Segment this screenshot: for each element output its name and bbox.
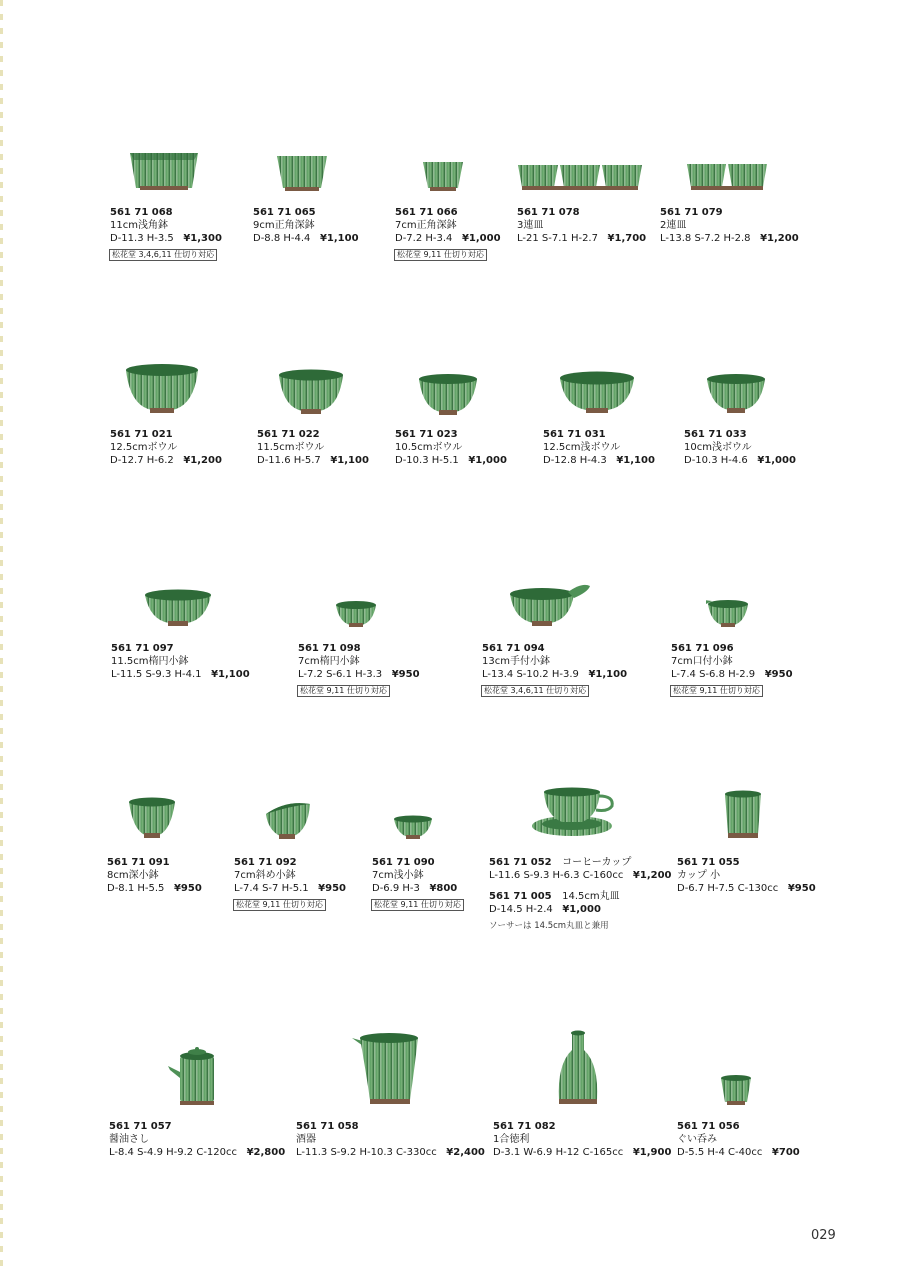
product-spec: L-8.4 S-4.9 H-9.2 C-120cc ¥2,800: [109, 1147, 286, 1158]
partition-tag: 松花堂 9,11 仕切り対応: [394, 249, 487, 261]
product-name: 11.5cm楕円小鉢: [111, 656, 189, 667]
product-spec: L-11.6 S-9.3 H-6.3 C-160cc ¥1,200: [489, 870, 672, 881]
product-spec: D-10.3 H-4.6 ¥1,000: [684, 455, 796, 466]
product-code: 561 71 096: [671, 643, 734, 654]
product-name: 8cm深小鉢: [107, 870, 159, 881]
spouted-bowl-icon: [706, 598, 752, 630]
product-spec: D-7.2 H-3.4 ¥1,000: [395, 233, 501, 244]
product-code: 561 71 065: [253, 207, 316, 218]
slanted-bowl-icon: [264, 800, 312, 842]
product-name: 7cm口付小鉢: [671, 656, 733, 667]
bowl-icon: [417, 373, 479, 416]
product-code: 561 71 052 コーヒーカップ: [489, 857, 632, 868]
product-code: 561 71 078: [517, 207, 580, 218]
product-code: 561 71 094: [482, 643, 545, 654]
partition-tag: 松花堂 3,4,6,11 仕切り対応: [109, 249, 217, 261]
small-shallow-bowl-icon: [392, 814, 434, 842]
product-name: 7cm楕円小鉢: [298, 656, 360, 667]
product-spec: L-21 S-7.1 H-2.7 ¥1,700: [517, 233, 647, 244]
product-code: 561 71 082: [493, 1121, 556, 1132]
product-spec: D-3.1 W-6.9 H-12 C-165cc ¥1,900: [493, 1147, 672, 1158]
product-spec: D-11.3 H-3.5 ¥1,300: [110, 233, 222, 244]
product-name: カップ 小: [677, 870, 721, 881]
product-code: 561 71 090: [372, 857, 435, 868]
product-code: 561 71 092: [234, 857, 297, 868]
product-spec: L-11.3 S-9.2 H-10.3 C-330cc ¥2,400: [296, 1147, 485, 1158]
product-spec: D-12.8 H-4.3 ¥1,100: [543, 455, 655, 466]
small-square-bowl-icon: [421, 160, 465, 192]
product-name: 9cm正角深鉢: [253, 220, 315, 231]
sake-cup-icon: [719, 1074, 753, 1108]
product-spec: L-13.8 S-7.2 H-2.8 ¥1,200: [660, 233, 799, 244]
product-spec: D-14.5 H-2.4 ¥1,000: [489, 904, 601, 915]
product-spec: D-6.9 H-3 ¥800: [372, 883, 458, 894]
saucer-note: ソーサーは 14.5cm丸皿と兼用: [489, 921, 609, 931]
product-spec: L-7.4 S-6.8 H-2.9 ¥950: [671, 669, 793, 680]
product-code: 561 71 098: [298, 643, 361, 654]
product-name: 12.5cmボウル: [110, 442, 178, 453]
handled-bowl-icon: [508, 582, 592, 630]
product-name: 3連皿: [517, 220, 544, 231]
square-deep-bowl-icon: [275, 154, 329, 192]
partition-tag: 松花堂 9,11 仕切り対応: [233, 899, 326, 911]
product-code: 561 71 005 14.5cm丸皿: [489, 891, 620, 902]
product-name: 7cm正角深鉢: [395, 220, 457, 231]
page-number: 029: [811, 1228, 836, 1243]
product-name: 12.5cm浅ボウル: [543, 442, 621, 453]
product-name: 7cm浅小鉢: [372, 870, 424, 881]
small-cup-icon: [723, 790, 763, 842]
square-shallow-bowl-icon: [128, 150, 200, 192]
product-spec: D-11.6 H-5.7 ¥1,100: [257, 455, 369, 466]
partition-tag: 松花堂 9,11 仕切り対応: [670, 685, 763, 697]
product-spec: D-12.7 H-6.2 ¥1,200: [110, 455, 222, 466]
double-dish-icon: [685, 162, 769, 193]
product-code: 561 71 079: [660, 207, 723, 218]
shallow-bowl-icon: [558, 370, 636, 416]
product-name: 10.5cmボウル: [395, 442, 463, 453]
product-spec: D-8.8 H-4.4 ¥1,100: [253, 233, 359, 244]
product-code: 561 71 033: [684, 429, 747, 440]
product-name: 醤油さし: [109, 1134, 149, 1145]
partition-tag: 松花堂 3,4,6,11 仕切り対応: [481, 685, 589, 697]
product-name: 1合徳利: [493, 1134, 530, 1145]
partition-tag: 松花堂 9,11 仕切り対応: [297, 685, 390, 697]
shallow-bowl-icon: [705, 373, 767, 416]
product-code: 561 71 055: [677, 857, 740, 868]
product-code: 561 71 021: [110, 429, 173, 440]
product-code: 561 71 023: [395, 429, 458, 440]
product-spec: L-7.4 S-7 H-5.1 ¥950: [234, 883, 347, 894]
product-code: 561 71 091: [107, 857, 170, 868]
product-code: 561 71 066: [395, 207, 458, 218]
product-name: 7cm斜め小鉢: [234, 870, 296, 881]
product-name: 11.5cmボウル: [257, 442, 325, 453]
product-code: 561 71 068: [110, 207, 173, 218]
product-code: 561 71 056: [677, 1121, 740, 1132]
product-spec: L-11.5 S-9.3 H-4.1 ¥1,100: [111, 669, 250, 680]
deep-bowl-icon: [127, 796, 177, 842]
product-spec: D-10.3 H-5.1 ¥1,000: [395, 455, 507, 466]
product-spec: D-5.5 H-4 C-40cc ¥700: [677, 1147, 800, 1158]
bowl-icon: [124, 362, 200, 416]
product-code: 561 71 057: [109, 1121, 172, 1132]
product-name: 酒器: [296, 1134, 316, 1145]
product-name: 13cm手付小鉢: [482, 656, 550, 667]
page-edge-decoration: [0, 0, 3, 1272]
coffee-cup-icon: [530, 786, 618, 842]
product-name: 2連皿: [660, 220, 687, 231]
small-oval-bowl-icon: [334, 600, 378, 630]
product-code: 561 71 022: [257, 429, 320, 440]
triple-dish-icon: [516, 163, 644, 193]
product-code: 561 71 058: [296, 1121, 359, 1132]
product-spec: L-13.4 S-10.2 H-3.9 ¥1,100: [482, 669, 628, 680]
soy-sauce-pot-icon: [166, 1046, 218, 1108]
bowl-icon: [277, 368, 345, 416]
oval-bowl-icon: [143, 588, 213, 630]
product-spec: L-7.2 S-6.1 H-3.3 ¥950: [298, 669, 420, 680]
product-name: 11cm浅角鉢: [110, 220, 168, 231]
sake-pitcher-icon: [350, 1032, 422, 1108]
product-spec: D-8.1 H-5.5 ¥950: [107, 883, 202, 894]
product-code: 561 71 097: [111, 643, 174, 654]
partition-tag: 松花堂 9,11 仕切り対応: [371, 899, 464, 911]
product-name: 10cm浅ボウル: [684, 442, 752, 453]
sake-bottle-icon: [555, 1030, 601, 1108]
product-name: ぐい呑み: [677, 1134, 717, 1145]
product-spec: D-6.7 H-7.5 C-130cc ¥950: [677, 883, 816, 894]
product-code: 561 71 031: [543, 429, 606, 440]
